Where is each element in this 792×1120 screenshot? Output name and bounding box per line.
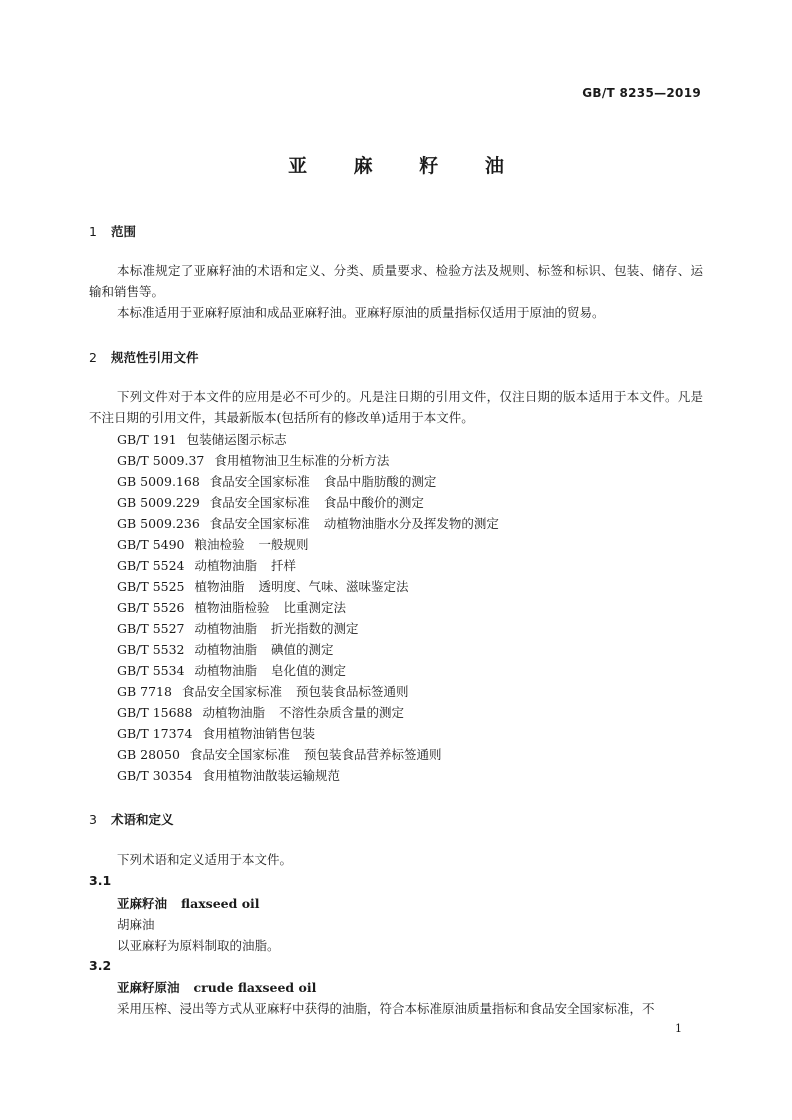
reference-code: GB/T 5526 bbox=[117, 600, 185, 615]
reference-item bbox=[117, 535, 309, 555]
reference-title: 植物油脂 bbox=[194, 579, 245, 594]
section-heading-scope bbox=[89, 222, 136, 240]
section-title: 范围 bbox=[111, 224, 137, 239]
term-zh: 亚麻籽油 bbox=[117, 896, 168, 911]
term-en: flaxseed oil bbox=[181, 896, 260, 911]
reference-item bbox=[117, 724, 315, 744]
term-definition: 采用压榨、浸出等方式从亚麻籽中获得的油脂，符合本标准原油质量指标和食品安全国家标准，不 bbox=[117, 1001, 655, 1016]
reference-code: GB 5009.168 bbox=[117, 474, 200, 489]
reference-title: 食用植物油卫生标准的分析方法 bbox=[214, 453, 390, 468]
reference-title: 皂化值的测定 bbox=[271, 663, 347, 678]
reference-code: GB/T 5527 bbox=[117, 621, 185, 636]
reference-title: 动植物油脂 bbox=[194, 642, 258, 657]
reference-title: 植物油脂检验 bbox=[194, 600, 270, 615]
reference-title: 动植物油脂 bbox=[194, 621, 258, 636]
reference-item bbox=[117, 745, 441, 765]
reference-item bbox=[117, 451, 389, 471]
reference-title: 一般规则 bbox=[258, 537, 309, 552]
reference-title: 食用植物油散装运输规范 bbox=[202, 768, 340, 783]
reference-item bbox=[117, 619, 359, 639]
section-title: 规范性引用文件 bbox=[111, 350, 199, 365]
section-number: 1 bbox=[89, 224, 97, 239]
reference-item bbox=[117, 682, 409, 702]
normative-intro: 下列文件对于本文件的应用是必不可少的。凡是注日期的引用文件，仅注日期的版本适用于本文件。凡是不注日期的引用文件，其最新版本(包括所有的修改单)适用于本文件。 bbox=[89, 389, 703, 425]
reference-code: GB/T 191 bbox=[117, 432, 177, 447]
standard-number: GB/T 8235—2019 bbox=[582, 86, 701, 100]
reference-code: GB 5009.229 bbox=[117, 495, 200, 510]
reference-code: GB/T 5490 bbox=[117, 537, 185, 552]
term-number: 3.1 bbox=[89, 873, 112, 888]
reference-title: 包装储运图示标志 bbox=[186, 432, 287, 447]
reference-code: GB 28050 bbox=[117, 747, 180, 762]
reference-code: GB/T 5532 bbox=[117, 642, 185, 657]
reference-code: GB/T 15688 bbox=[117, 705, 193, 720]
reference-item bbox=[117, 514, 499, 534]
reference-code: GB/T 5009.37 bbox=[117, 453, 205, 468]
reference-item bbox=[117, 472, 436, 492]
reference-title: 比重测定法 bbox=[283, 600, 347, 615]
reference-title: 食品中脂肪酸的测定 bbox=[323, 474, 437, 489]
reference-title: 动植物油脂水分及挥发物的测定 bbox=[323, 516, 499, 531]
reference-item bbox=[117, 493, 424, 513]
reference-code: GB/T 5525 bbox=[117, 579, 185, 594]
reference-code: GB/T 5524 bbox=[117, 558, 185, 573]
reference-code: GB/T 17374 bbox=[117, 726, 193, 741]
term-alias: 胡麻油 bbox=[117, 917, 155, 932]
section-heading-terms bbox=[89, 810, 174, 828]
reference-title: 扦样 bbox=[271, 558, 297, 573]
term-en: crude flaxseed oil bbox=[193, 980, 317, 995]
reference-title: 预包装食品标签通则 bbox=[295, 684, 409, 699]
reference-item bbox=[117, 661, 346, 681]
reference-item bbox=[117, 556, 296, 576]
reference-title: 动植物油脂 bbox=[194, 558, 258, 573]
terms-intro: 下列术语和定义适用于本文件。 bbox=[117, 852, 293, 867]
reference-item bbox=[117, 640, 334, 660]
reference-title: 食品中酸价的测定 bbox=[323, 495, 424, 510]
reference-code: GB/T 5534 bbox=[117, 663, 185, 678]
reference-code: GB 7718 bbox=[117, 684, 172, 699]
section-title: 术语和定义 bbox=[111, 812, 174, 827]
reference-title: 食品安全国家标准 bbox=[209, 516, 310, 531]
term-heading bbox=[117, 894, 260, 912]
page-number: 1 bbox=[675, 1022, 682, 1035]
reference-title: 食品安全国家标准 bbox=[189, 747, 290, 762]
reference-code: GB 5009.236 bbox=[117, 516, 200, 531]
term-zh: 亚麻籽原油 bbox=[117, 980, 180, 995]
reference-title: 不溶性杂质含量的测定 bbox=[278, 705, 404, 720]
term-definition: 以亚麻籽为原料制取的油脂。 bbox=[117, 938, 280, 953]
reference-item bbox=[117, 430, 287, 450]
document-title: 亚 麻 籽 油 bbox=[288, 155, 524, 177]
reference-item bbox=[117, 703, 404, 723]
term-heading bbox=[117, 978, 316, 996]
reference-item bbox=[117, 598, 346, 618]
reference-item bbox=[117, 577, 409, 597]
reference-title: 动植物油脂 bbox=[202, 705, 265, 720]
reference-title: 食品安全国家标准 bbox=[209, 474, 310, 489]
scope-paragraph-2: 本标准适用于亚麻籽原油和成品亚麻籽油。亚麻籽原油的质量指标仅适用于原油的贸易。 bbox=[117, 305, 605, 320]
reference-title: 食品安全国家标准 bbox=[209, 495, 310, 510]
reference-title: 碘值的测定 bbox=[271, 642, 334, 657]
reference-code: GB/T 30354 bbox=[117, 768, 193, 783]
reference-title: 预包装食品营养标签通则 bbox=[303, 747, 442, 762]
reference-title: 透明度、气味、滋味鉴定法 bbox=[258, 579, 409, 594]
section-number: 3 bbox=[89, 812, 97, 827]
reference-title: 折光指数的测定 bbox=[271, 621, 359, 636]
reference-item bbox=[117, 766, 340, 786]
reference-title: 食品安全国家标准 bbox=[181, 684, 282, 699]
section-number: 2 bbox=[89, 350, 97, 365]
reference-title: 粮油检验 bbox=[194, 537, 245, 552]
reference-title: 食用植物油销售包装 bbox=[202, 726, 315, 741]
section-heading-normative-references bbox=[89, 348, 199, 366]
term-number: 3.2 bbox=[89, 958, 112, 973]
scope-paragraph-1: 本标准规定了亚麻籽油的术语和定义、分类、质量要求、检验方法及规则、标签和标识、包装、储存、运输和销售等。 bbox=[89, 263, 703, 299]
reference-title: 动植物油脂 bbox=[194, 663, 258, 678]
